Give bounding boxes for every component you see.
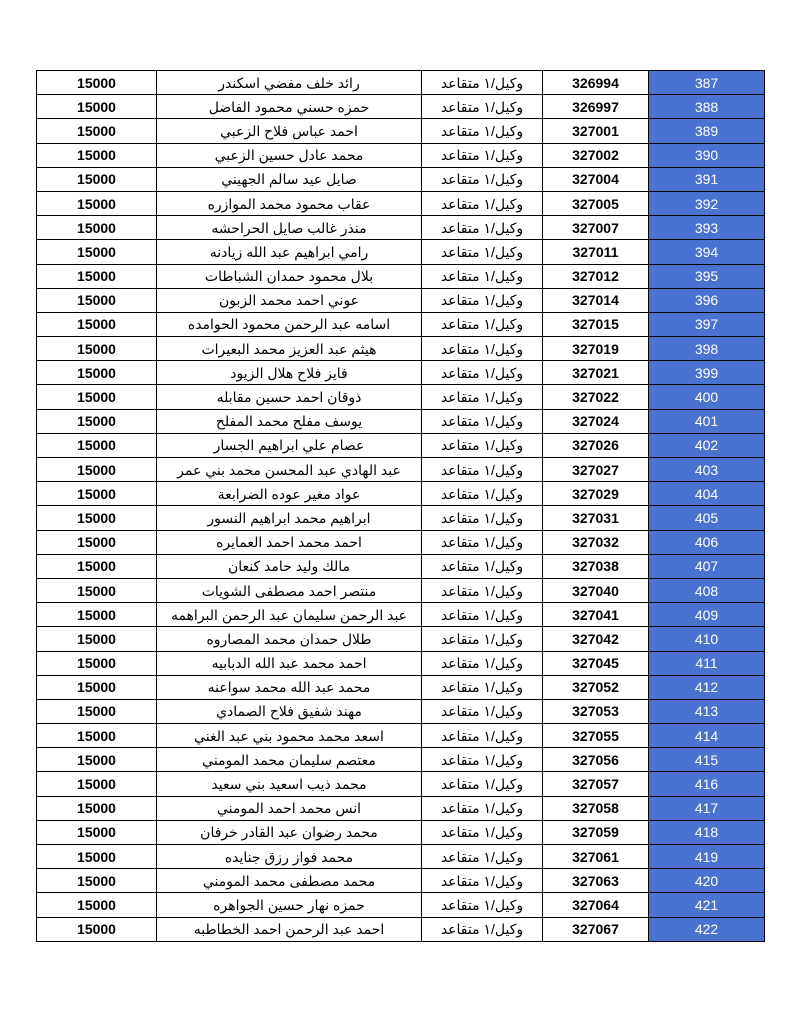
amount-cell: 15000 xyxy=(37,578,157,602)
amount-cell: 15000 xyxy=(37,748,157,772)
rank-cell: وكيل/١ متقاعد xyxy=(422,845,543,869)
amount-cell: 15000 xyxy=(37,288,157,312)
amount-cell: 15000 xyxy=(37,458,157,482)
table-row xyxy=(37,917,765,941)
name-cell: عقاب محمود محمد الموازره xyxy=(157,191,422,215)
table-row xyxy=(37,409,765,433)
name-cell: منذر غالب صايل الحراحشه xyxy=(157,216,422,240)
rank-cell: وكيل/١ متقاعد xyxy=(422,796,543,820)
rank-cell: وكيل/١ متقاعد xyxy=(422,772,543,796)
military-id-cell: 327057 xyxy=(543,772,649,796)
name-cell: بلال محمود حمدان الشباطات xyxy=(157,264,422,288)
table-row xyxy=(37,796,765,820)
sequence-number-cell: 405 xyxy=(649,506,765,530)
amount-cell: 15000 xyxy=(37,845,157,869)
military-id-cell: 327021 xyxy=(543,361,649,385)
amount-cell: 15000 xyxy=(37,409,157,433)
table-row xyxy=(37,724,765,748)
sequence-number-cell: 389 xyxy=(649,119,765,143)
table-row xyxy=(37,530,765,554)
name-cell: حمزه حسني محمود الفاضل xyxy=(157,95,422,119)
name-cell: رامي ابراهيم عبد الله زيادنه xyxy=(157,240,422,264)
military-id-cell: 327045 xyxy=(543,651,649,675)
military-id-cell: 327002 xyxy=(543,143,649,167)
sequence-number-cell: 413 xyxy=(649,699,765,723)
amount-cell: 15000 xyxy=(37,820,157,844)
military-id-cell: 327015 xyxy=(543,312,649,336)
name-cell: طلال حمدان محمد المصاروه xyxy=(157,627,422,651)
military-id-cell: 327061 xyxy=(543,845,649,869)
amount-cell: 15000 xyxy=(37,433,157,457)
table-row xyxy=(37,506,765,530)
military-id-cell: 326997 xyxy=(543,95,649,119)
military-id-cell: 327024 xyxy=(543,409,649,433)
name-cell: اسامه عبد الرحمن محمود الحوامده xyxy=(157,312,422,336)
table-row xyxy=(37,264,765,288)
sequence-number-cell: 415 xyxy=(649,748,765,772)
amount-cell: 15000 xyxy=(37,216,157,240)
military-id-cell: 327063 xyxy=(543,869,649,893)
name-cell: اسعد محمد محمود بني عبد الغني xyxy=(157,724,422,748)
rank-cell: وكيل/١ متقاعد xyxy=(422,482,543,506)
sequence-number-cell: 419 xyxy=(649,845,765,869)
military-id-cell: 327019 xyxy=(543,337,649,361)
table-row xyxy=(37,893,765,917)
name-cell: مالك وليد حامد كنعان xyxy=(157,554,422,578)
sequence-number-cell: 404 xyxy=(649,482,765,506)
sequence-number-cell: 400 xyxy=(649,385,765,409)
name-cell: معتصم سليمان محمد المومني xyxy=(157,748,422,772)
amount-cell: 15000 xyxy=(37,603,157,627)
rank-cell: وكيل/١ متقاعد xyxy=(422,748,543,772)
document-sheet xyxy=(36,70,764,942)
table-row xyxy=(37,699,765,723)
amount-cell: 15000 xyxy=(37,627,157,651)
sequence-number-cell: 421 xyxy=(649,893,765,917)
table-row xyxy=(37,312,765,336)
military-id-cell: 327053 xyxy=(543,699,649,723)
rank-cell: وكيل/١ متقاعد xyxy=(422,724,543,748)
amount-cell: 15000 xyxy=(37,191,157,215)
military-id-cell: 327011 xyxy=(543,240,649,264)
rank-cell: وكيل/١ متقاعد xyxy=(422,312,543,336)
sequence-number-cell: 422 xyxy=(649,917,765,941)
rank-cell: وكيل/١ متقاعد xyxy=(422,191,543,215)
amount-cell: 15000 xyxy=(37,869,157,893)
sequence-number-cell: 416 xyxy=(649,772,765,796)
name-cell: عوني احمد محمد الزبون xyxy=(157,288,422,312)
military-id-cell: 327040 xyxy=(543,578,649,602)
name-cell: محمد فواز رزق جنايده xyxy=(157,845,422,869)
military-id-cell: 327052 xyxy=(543,675,649,699)
amount-cell: 15000 xyxy=(37,337,157,361)
rank-cell: وكيل/١ متقاعد xyxy=(422,409,543,433)
name-cell: منتصر احمد مصطفى الشويات xyxy=(157,578,422,602)
sequence-number-cell: 406 xyxy=(649,530,765,554)
name-cell: هيثم عبد العزيز محمد البعيرات xyxy=(157,337,422,361)
table-row xyxy=(37,554,765,578)
amount-cell: 15000 xyxy=(37,71,157,95)
rank-cell: وكيل/١ متقاعد xyxy=(422,675,543,699)
amount-cell: 15000 xyxy=(37,699,157,723)
table-row xyxy=(37,675,765,699)
military-id-cell: 327005 xyxy=(543,191,649,215)
table-row xyxy=(37,191,765,215)
amount-cell: 15000 xyxy=(37,167,157,191)
table-row xyxy=(37,845,765,869)
table-row xyxy=(37,772,765,796)
table-row xyxy=(37,869,765,893)
amount-cell: 15000 xyxy=(37,240,157,264)
name-cell: احمد عبد الرحمن احمد الخطاطبه xyxy=(157,917,422,941)
rank-cell: وكيل/١ متقاعد xyxy=(422,651,543,675)
sequence-number-cell: 414 xyxy=(649,724,765,748)
sequence-number-cell: 420 xyxy=(649,869,765,893)
sequence-number-cell: 403 xyxy=(649,458,765,482)
table-row xyxy=(37,71,765,95)
sequence-number-cell: 387 xyxy=(649,71,765,95)
name-cell: محمد رضوان عبد القادر خرفان xyxy=(157,820,422,844)
sequence-number-cell: 402 xyxy=(649,433,765,457)
amount-cell: 15000 xyxy=(37,143,157,167)
sequence-number-cell: 394 xyxy=(649,240,765,264)
military-id-cell: 327014 xyxy=(543,288,649,312)
military-id-cell: 327032 xyxy=(543,530,649,554)
table-row xyxy=(37,748,765,772)
rank-cell: وكيل/١ متقاعد xyxy=(422,167,543,191)
amount-cell: 15000 xyxy=(37,554,157,578)
table-row xyxy=(37,95,765,119)
rank-cell: وكيل/١ متقاعد xyxy=(422,506,543,530)
military-id-cell: 327012 xyxy=(543,264,649,288)
rank-cell: وكيل/١ متقاعد xyxy=(422,917,543,941)
rank-cell: وكيل/١ متقاعد xyxy=(422,240,543,264)
sequence-number-cell: 396 xyxy=(649,288,765,312)
amount-cell: 15000 xyxy=(37,724,157,748)
sequence-number-cell: 417 xyxy=(649,796,765,820)
amount-cell: 15000 xyxy=(37,796,157,820)
table-row xyxy=(37,167,765,191)
sequence-number-cell: 401 xyxy=(649,409,765,433)
name-cell: ذوقان احمد حسين مقابله xyxy=(157,385,422,409)
military-id-cell: 326994 xyxy=(543,71,649,95)
table-row xyxy=(37,337,765,361)
table-row xyxy=(37,240,765,264)
name-cell: عبد الهادي عبد المحسن محمد بني عمر xyxy=(157,458,422,482)
sequence-number-cell: 398 xyxy=(649,337,765,361)
amount-cell: 15000 xyxy=(37,264,157,288)
rank-cell: وكيل/١ متقاعد xyxy=(422,385,543,409)
amount-cell: 15000 xyxy=(37,530,157,554)
sequence-number-cell: 399 xyxy=(649,361,765,385)
name-cell: محمد ذيب اسعيد بني سعيد xyxy=(157,772,422,796)
military-id-cell: 327031 xyxy=(543,506,649,530)
rank-cell: وكيل/١ متقاعد xyxy=(422,95,543,119)
name-cell: انس محمد احمد المومني xyxy=(157,796,422,820)
name-cell: احمد عباس فلاح الزعبي xyxy=(157,119,422,143)
rank-cell: وكيل/١ متقاعد xyxy=(422,893,543,917)
table-row xyxy=(37,433,765,457)
name-cell: صايل عيد سالم الجهيني xyxy=(157,167,422,191)
table-row xyxy=(37,361,765,385)
name-cell: فايز فلاح هلال الزيود xyxy=(157,361,422,385)
table-row xyxy=(37,385,765,409)
rank-cell: وكيل/١ متقاعد xyxy=(422,337,543,361)
table-row xyxy=(37,119,765,143)
rank-cell: وكيل/١ متقاعد xyxy=(422,264,543,288)
rank-cell: وكيل/١ متقاعد xyxy=(422,530,543,554)
sequence-number-cell: 409 xyxy=(649,603,765,627)
name-cell: يوسف مفلح محمد المفلح xyxy=(157,409,422,433)
military-id-cell: 327007 xyxy=(543,216,649,240)
name-cell: حمزه نهار حسين الجواهره xyxy=(157,893,422,917)
rank-cell: وكيل/١ متقاعد xyxy=(422,869,543,893)
sequence-number-cell: 418 xyxy=(649,820,765,844)
sequence-number-cell: 397 xyxy=(649,312,765,336)
military-id-cell: 327027 xyxy=(543,458,649,482)
amount-cell: 15000 xyxy=(37,95,157,119)
sequence-number-cell: 395 xyxy=(649,264,765,288)
name-cell: ابراهيم محمد ابراهيم النسور xyxy=(157,506,422,530)
rank-cell: وكيل/١ متقاعد xyxy=(422,71,543,95)
military-id-cell: 327042 xyxy=(543,627,649,651)
sequence-number-cell: 391 xyxy=(649,167,765,191)
military-id-cell: 327022 xyxy=(543,385,649,409)
name-cell: عصام علي ابراهيم الجسار xyxy=(157,433,422,457)
military-id-cell: 327041 xyxy=(543,603,649,627)
name-cell: احمد محمد عبد الله الدبابيه xyxy=(157,651,422,675)
table-row xyxy=(37,143,765,167)
table-row xyxy=(37,627,765,651)
rank-cell: وكيل/١ متقاعد xyxy=(422,288,543,312)
sequence-number-cell: 410 xyxy=(649,627,765,651)
roster-table-body xyxy=(37,71,765,942)
name-cell: محمد عادل حسين الزعبي xyxy=(157,143,422,167)
amount-cell: 15000 xyxy=(37,651,157,675)
amount-cell: 15000 xyxy=(37,119,157,143)
amount-cell: 15000 xyxy=(37,312,157,336)
table-row xyxy=(37,820,765,844)
sequence-number-cell: 388 xyxy=(649,95,765,119)
amount-cell: 15000 xyxy=(37,506,157,530)
name-cell: عواد مغير عوده الضرابعة xyxy=(157,482,422,506)
military-id-cell: 327056 xyxy=(543,748,649,772)
name-cell: محمد مصطفى محمد المومني xyxy=(157,869,422,893)
rank-cell: وكيل/١ متقاعد xyxy=(422,627,543,651)
rank-cell: وكيل/١ متقاعد xyxy=(422,603,543,627)
amount-cell: 15000 xyxy=(37,482,157,506)
rank-cell: وكيل/١ متقاعد xyxy=(422,820,543,844)
military-id-cell: 327055 xyxy=(543,724,649,748)
sequence-number-cell: 412 xyxy=(649,675,765,699)
rank-cell: وكيل/١ متقاعد xyxy=(422,578,543,602)
name-cell: محمد عبد الله محمد سواعنه xyxy=(157,675,422,699)
name-cell: عبد الرحمن سليمان عبد الرحمن البراهمه xyxy=(157,603,422,627)
table-row xyxy=(37,482,765,506)
military-id-cell: 327029 xyxy=(543,482,649,506)
rank-cell: وكيل/١ متقاعد xyxy=(422,554,543,578)
amount-cell: 15000 xyxy=(37,772,157,796)
table-row xyxy=(37,651,765,675)
table-row xyxy=(37,288,765,312)
military-id-cell: 327004 xyxy=(543,167,649,191)
sequence-number-cell: 408 xyxy=(649,578,765,602)
name-cell: رائد خلف مفضي اسكندر xyxy=(157,71,422,95)
military-id-cell: 327038 xyxy=(543,554,649,578)
name-cell: احمد محمد احمد العمايره xyxy=(157,530,422,554)
military-id-cell: 327058 xyxy=(543,796,649,820)
table-row xyxy=(37,603,765,627)
military-id-cell: 327067 xyxy=(543,917,649,941)
sequence-number-cell: 407 xyxy=(649,554,765,578)
military-id-cell: 327001 xyxy=(543,119,649,143)
amount-cell: 15000 xyxy=(37,675,157,699)
rank-cell: وكيل/١ متقاعد xyxy=(422,458,543,482)
table-row xyxy=(37,216,765,240)
sequence-number-cell: 392 xyxy=(649,191,765,215)
rank-cell: وكيل/١ متقاعد xyxy=(422,119,543,143)
rank-cell: وكيل/١ متقاعد xyxy=(422,361,543,385)
table-row xyxy=(37,458,765,482)
amount-cell: 15000 xyxy=(37,917,157,941)
amount-cell: 15000 xyxy=(37,385,157,409)
table-row xyxy=(37,578,765,602)
military-id-cell: 327026 xyxy=(543,433,649,457)
name-cell: مهند شفيق فلاح الصمادي xyxy=(157,699,422,723)
roster-table xyxy=(36,70,765,942)
rank-cell: وكيل/١ متقاعد xyxy=(422,433,543,457)
rank-cell: وكيل/١ متقاعد xyxy=(422,699,543,723)
military-id-cell: 327064 xyxy=(543,893,649,917)
amount-cell: 15000 xyxy=(37,893,157,917)
sequence-number-cell: 390 xyxy=(649,143,765,167)
sequence-number-cell: 411 xyxy=(649,651,765,675)
amount-cell: 15000 xyxy=(37,361,157,385)
military-id-cell: 327059 xyxy=(543,820,649,844)
rank-cell: وكيل/١ متقاعد xyxy=(422,216,543,240)
sequence-number-cell: 393 xyxy=(649,216,765,240)
rank-cell: وكيل/١ متقاعد xyxy=(422,143,543,167)
